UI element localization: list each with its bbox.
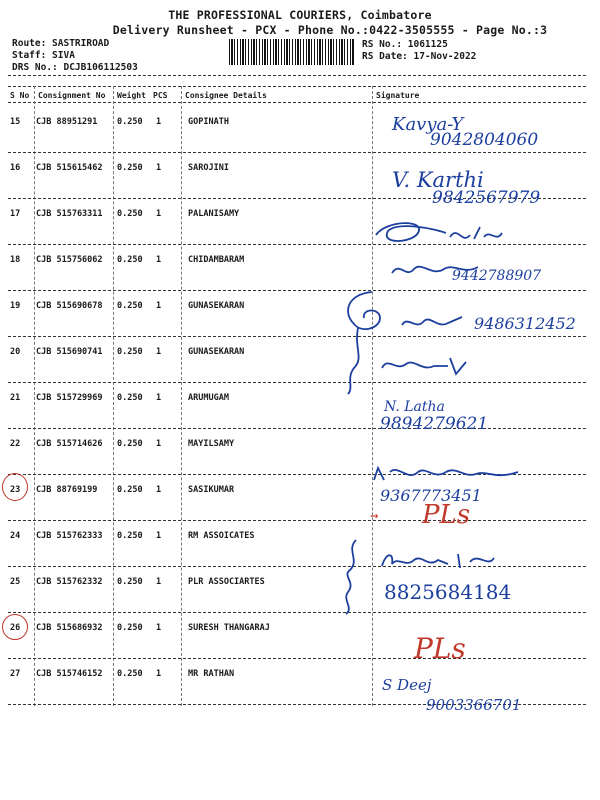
row-weight: 0.250: [117, 347, 143, 357]
row-consignee: PLR ASSOCIARTES: [188, 577, 265, 587]
signature-16-name: V. Karthi: [392, 168, 484, 192]
staff-label: Staff: SIVA: [12, 50, 75, 61]
row-consignment: CJB 515762332: [36, 577, 103, 587]
row-sno: 19: [10, 301, 21, 311]
row-consignee: PALANISAMY: [188, 209, 240, 219]
row-sno: 15: [10, 117, 21, 127]
row-pcs: 1: [156, 531, 162, 541]
arrow-mark: →: [370, 508, 379, 524]
row-consignment: CJB 515714626: [36, 439, 103, 449]
table-row: [0, 623, 600, 669]
row-consignee: GOPINATH: [188, 117, 229, 127]
row-divider: [8, 566, 586, 567]
row-consignment: CJB 515615462: [36, 163, 103, 173]
row-consignee: RM ASSOICATES: [188, 531, 255, 541]
row-consignment: CJB 515690678: [36, 301, 103, 311]
signature-27-name: S Deej: [382, 676, 432, 694]
row-weight: 0.250: [117, 255, 143, 265]
divider: [8, 75, 586, 76]
col-consignee: Consignee Details: [185, 91, 267, 100]
row-divider: [8, 382, 586, 383]
row-consignment: CJB 515762333: [36, 531, 103, 541]
signature-19-scribble: [398, 313, 468, 333]
note-26-pls: PLs: [414, 632, 466, 665]
row-weight: 0.250: [117, 209, 143, 219]
col-signature: Signature: [376, 91, 420, 100]
col-consignment: Consignment No: [38, 91, 106, 100]
row-consignment: CJB 515756062: [36, 255, 103, 265]
signature-25-phone: 8825684184: [384, 580, 512, 604]
runsheet-subtitle: Delivery Runsheet - PCX - Phone No.:0422-3505555 - Page No.:3: [112, 23, 548, 37]
row-weight: 0.250: [117, 531, 143, 541]
row-pcs: 1: [156, 117, 162, 127]
signature-21-name: N. Latha: [384, 399, 445, 415]
signature-23-phone: 9367773451: [380, 486, 482, 505]
row-consignment: CJB 515729969: [36, 393, 103, 403]
row-pcs: 1: [156, 163, 162, 173]
row-consignment: CJB 88769199: [36, 485, 98, 495]
row-divider: [8, 520, 586, 521]
row-consignee: ARUMUGAM: [188, 393, 229, 403]
rs-date: RS Date: 17-Nov-2022: [362, 51, 477, 62]
divider: [8, 102, 586, 103]
row-pcs: 1: [156, 347, 162, 357]
signature-15-name: Kavya-Y: [392, 114, 464, 135]
row-sno: 21: [10, 393, 21, 403]
signature-18-phone: 9442788907: [452, 268, 542, 284]
row-weight: 0.250: [117, 393, 143, 403]
rs-number: RS No.: 1061125: [362, 39, 448, 50]
row-sno: 24: [10, 531, 21, 541]
table-row: [0, 531, 600, 577]
row-weight: 0.250: [117, 301, 143, 311]
row-pcs: 1: [156, 577, 162, 587]
route-label: Route: SASTRIROAD: [12, 38, 110, 49]
row-sno: 25: [10, 577, 21, 587]
signature-21-phone: 9894279621: [380, 414, 489, 434]
row-consignee: MR RATHAN: [188, 669, 235, 679]
col-pcs: PCS: [153, 91, 168, 100]
row-pcs: 1: [156, 393, 162, 403]
row-consignee: GUNASEKARAN: [188, 301, 245, 311]
red-circle-26: [2, 614, 28, 640]
row-weight: 0.250: [117, 439, 143, 449]
row-consignee: SAROJINI: [188, 163, 229, 173]
signature-19-phone: 9486312452: [474, 314, 576, 333]
note-23-pls: PLs: [422, 500, 471, 530]
row-divider: [8, 612, 586, 613]
signature-24-scribble: [378, 548, 498, 574]
row-weight: 0.250: [117, 117, 143, 127]
row-consignment: CJB 515763311: [36, 209, 103, 219]
row-weight: 0.250: [117, 623, 143, 633]
row-weight: 0.250: [117, 669, 143, 679]
row-sno: 23: [10, 485, 21, 495]
table-row: [0, 209, 600, 255]
row-consignee: CHIDAMBARAM: [188, 255, 245, 265]
table-row: [0, 347, 600, 393]
table-row: [0, 485, 600, 531]
row-pcs: 1: [156, 209, 162, 219]
row-sno: 22: [10, 439, 21, 449]
signature-20-scribble: [378, 354, 468, 376]
row-pcs: 1: [156, 301, 162, 311]
row-sno: 17: [10, 209, 21, 219]
drs-label: DRS No.: DCJB106112503: [12, 62, 138, 73]
row-pcs: 1: [156, 485, 162, 495]
row-pcs: 1: [156, 255, 162, 265]
signature-27-phone: 9003366701: [426, 696, 522, 714]
row-pcs: 1: [156, 623, 162, 633]
signature-17-scribble: [366, 215, 506, 249]
bracket-mark-19-20: [328, 288, 398, 398]
bracket-mark-24-25: [336, 536, 376, 616]
row-pcs: 1: [156, 669, 162, 679]
row-weight: 0.250: [117, 163, 143, 173]
row-sno: 18: [10, 255, 21, 265]
col-sno: S No: [10, 91, 30, 100]
row-consignee: SURESH THANGARAJ: [188, 623, 270, 633]
row-weight: 0.250: [117, 485, 143, 495]
row-weight: 0.250: [117, 577, 143, 587]
row-divider: [8, 428, 586, 429]
col-weight: Weight: [117, 91, 146, 100]
signature-15-phone: 9042804060: [430, 130, 539, 150]
table-row: [0, 393, 600, 439]
row-consignee: MAYILSAMY: [188, 439, 235, 449]
row-consignee: GUNASEKARAN: [188, 347, 245, 357]
red-circle-23: [2, 473, 28, 501]
row-divider: [8, 336, 586, 337]
row-sno: 20: [10, 347, 21, 357]
divider: [8, 86, 586, 87]
signature-22-scribble: [368, 462, 528, 486]
row-divider: [8, 290, 586, 291]
row-sno: 16: [10, 163, 21, 173]
row-pcs: 1: [156, 439, 162, 449]
signature-16-phone: 9842567979: [432, 188, 541, 208]
row-consignment: CJB 515690741: [36, 347, 103, 357]
row-sno: 27: [10, 669, 21, 679]
row-divider: [8, 658, 586, 659]
barcode: [229, 39, 355, 65]
row-consignment: CJB 88951291: [36, 117, 98, 127]
company-title: THE PROFESSIONAL COURIERS, Coimbatore: [168, 8, 432, 22]
row-consignee: SASIKUMAR: [188, 485, 235, 495]
row-divider: [8, 152, 586, 153]
row-consignment: CJB 515746152: [36, 669, 103, 679]
row-sno: 26: [10, 623, 21, 633]
row-consignment: CJB 515686932: [36, 623, 103, 633]
